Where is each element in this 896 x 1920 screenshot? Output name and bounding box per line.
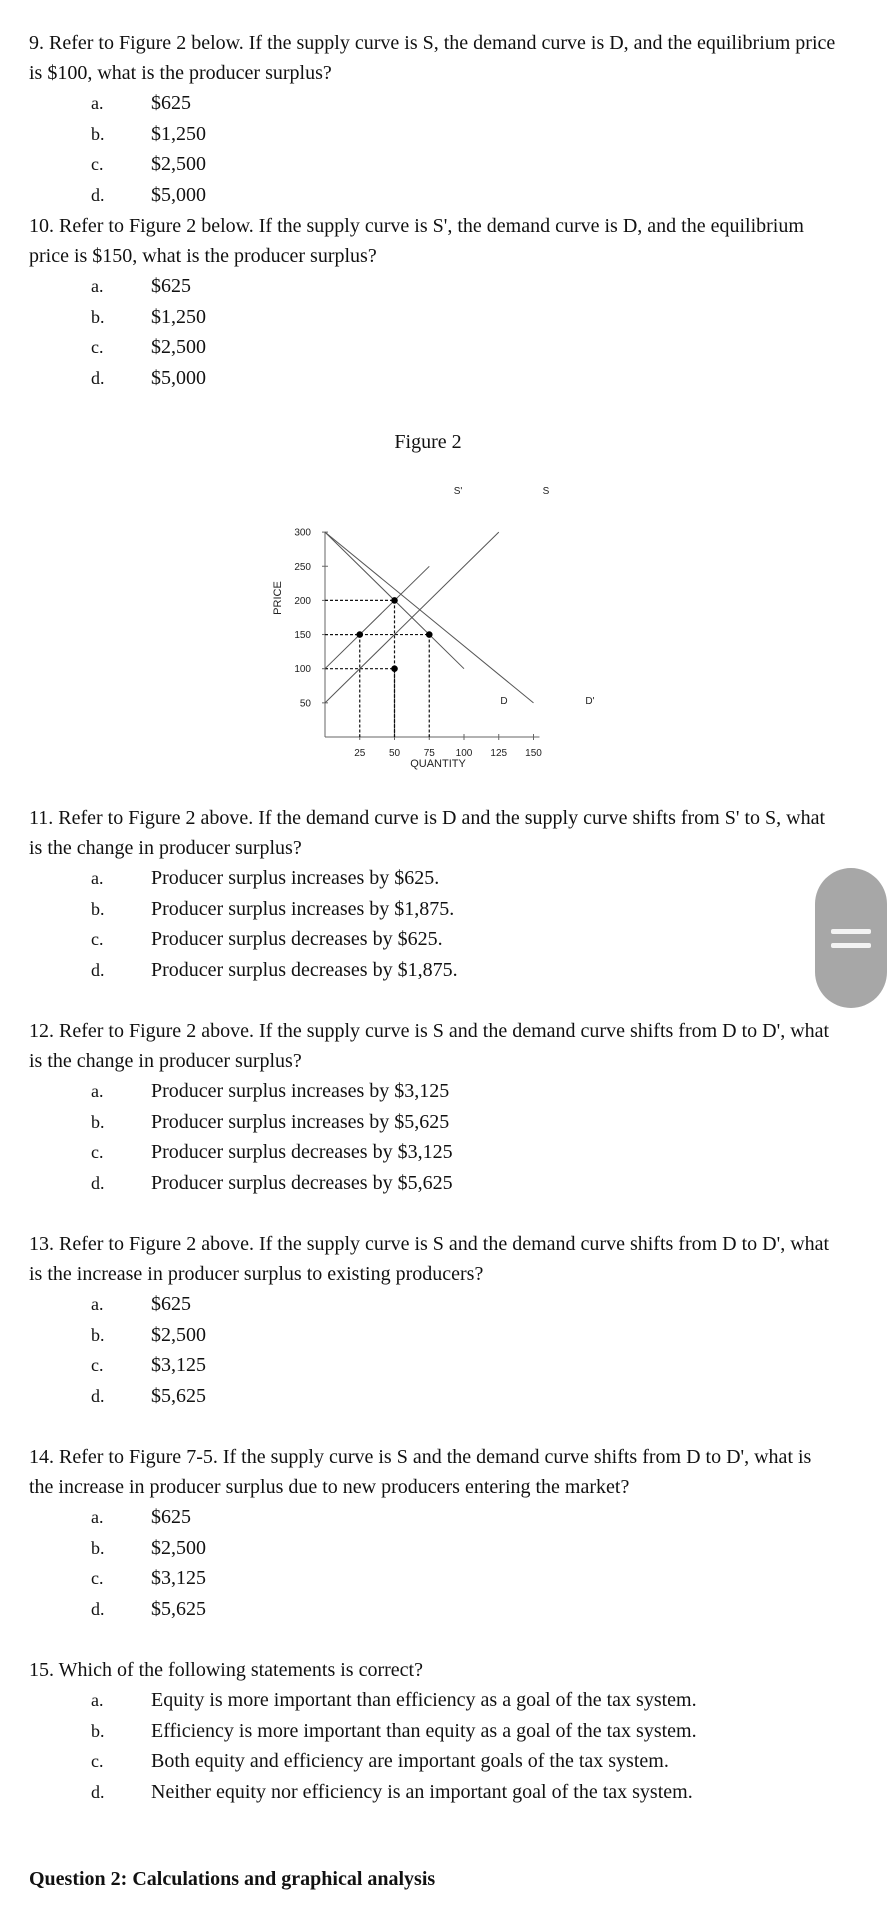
option-a[interactable] <box>29 1685 839 1716</box>
x-tick-label: 75 <box>423 748 435 759</box>
question-10 <box>29 211 839 393</box>
x-tick-label: 125 <box>490 748 508 759</box>
option-letter: d. <box>91 1598 105 1619</box>
option-text: Producer surplus increases by $5,625 <box>151 1110 450 1133</box>
option-letter: c. <box>91 154 104 174</box>
option-letter: c. <box>91 1751 104 1771</box>
option-a[interactable] <box>29 1502 839 1533</box>
grip-line-icon <box>831 943 871 948</box>
option-letter: d. <box>91 1385 105 1406</box>
question-11 <box>29 803 839 985</box>
question-14 <box>29 1442 839 1624</box>
option-letter: c. <box>91 1142 104 1162</box>
option-text: $1,250 <box>151 122 206 145</box>
option-text: $5,000 <box>151 366 206 389</box>
option-b[interactable] <box>29 1107 839 1138</box>
section-heading: Question 2: Calculations and graphical analysis <box>29 1868 436 1890</box>
option-letter: b. <box>91 898 105 919</box>
option-b[interactable] <box>29 119 839 150</box>
option-c[interactable] <box>29 1137 839 1168</box>
option-letter: c. <box>91 929 104 949</box>
option-letter: d. <box>91 1781 105 1802</box>
grip-line-icon <box>831 929 871 934</box>
y-tick-label: 200 <box>294 595 311 607</box>
option-text: $5,625 <box>151 1597 206 1620</box>
x-tick-label: 100 <box>455 748 473 759</box>
x-tick-label: 50 <box>388 748 401 759</box>
equilibrium-point <box>356 631 363 638</box>
scroll-handle[interactable] <box>815 868 887 1008</box>
option-letter: a. <box>91 1690 104 1710</box>
figure-title: Figure 2 <box>394 431 462 453</box>
option-letter: b. <box>91 123 105 144</box>
option-text: $2,500 <box>151 336 206 358</box>
option-d[interactable] <box>29 1168 839 1199</box>
option-letter: c. <box>91 1355 104 1375</box>
curve-s-prime <box>325 566 429 668</box>
question-stem: 14. Refer to Figure 7-5. If the supply curve is S and the demand curve shifts from D to D', what is the increase in producer surplus due to new producers entering the market? <box>29 1446 812 1498</box>
option-text: Producer surplus increases by $1,875. <box>151 897 455 920</box>
option-b[interactable] <box>29 1320 839 1351</box>
x-tick-label: 25 <box>354 748 366 759</box>
option-a[interactable] <box>29 863 839 894</box>
equilibrium-point <box>391 665 398 672</box>
question-9 <box>29 28 839 210</box>
option-letter: b. <box>91 306 105 327</box>
option-d[interactable] <box>29 1594 839 1625</box>
option-c[interactable] <box>29 1563 839 1594</box>
option-b[interactable] <box>29 302 839 333</box>
option-text: $2,500 <box>151 153 206 175</box>
option-letter: a. <box>91 276 104 296</box>
option-d[interactable] <box>29 955 839 986</box>
option-text: Producer surplus increases by $3,125 <box>151 1080 450 1102</box>
option-text: $1,250 <box>151 305 206 328</box>
option-c[interactable] <box>29 1350 839 1381</box>
option-letter: c. <box>91 1568 104 1588</box>
option-b[interactable] <box>29 1716 839 1747</box>
option-text: Equity is more important than efficiency as a goal of the tax system. <box>151 1689 697 1711</box>
chart-tick-labels <box>294 528 542 759</box>
option-letter: b. <box>91 1324 105 1345</box>
option-d[interactable] <box>29 1381 839 1412</box>
option-letter: d. <box>91 959 105 980</box>
question-stem: 15. Which of the following statements is correct? <box>29 1659 423 1681</box>
option-letter: b. <box>91 1720 105 1741</box>
option-d[interactable] <box>29 180 839 211</box>
supply-demand-chart <box>270 422 600 774</box>
option-text: $2,500 <box>151 1323 206 1346</box>
figure-2 <box>270 422 600 774</box>
option-d[interactable] <box>29 363 839 394</box>
x-tick-label: 150 <box>525 748 542 759</box>
y-tick-label: 100 <box>294 664 311 676</box>
option-text: Producer surplus decreases by $3,125 <box>151 1141 453 1163</box>
option-text: Neither equity nor efficiency is an important goal of the tax system. <box>151 1780 693 1803</box>
option-a[interactable] <box>29 88 839 119</box>
option-text: Both equity and efficiency are important goals of the tax system. <box>151 1750 669 1772</box>
equilibrium-point <box>391 597 398 604</box>
question-stem: 9. Refer to Figure 2 below. If the supply curve is S, the demand curve is D, and the equilibrium price is $100, what is the producer surplus? <box>29 32 836 84</box>
x-axis-label: QUANTITY <box>410 758 466 770</box>
option-letter: a. <box>91 93 104 113</box>
question-stem: 13. Refer to Figure 2 above. If the supply curve is S and the demand curve shifts from D to D', what is the increase in producer surplus to existing producers? <box>29 1233 830 1285</box>
equilibrium-point <box>426 631 433 638</box>
curve-label-s: S <box>542 486 550 497</box>
option-text: $625 <box>151 1293 191 1315</box>
curve-label-d: D <box>500 696 508 707</box>
option-text: $5,625 <box>151 1384 206 1407</box>
option-text: $2,500 <box>151 1536 206 1559</box>
question-15 <box>29 1655 839 1807</box>
option-c[interactable] <box>29 1746 839 1777</box>
y-tick-label: 50 <box>299 698 311 710</box>
option-letter: b. <box>91 1111 105 1132</box>
y-axis-label: PRICE <box>272 581 284 615</box>
option-c[interactable] <box>29 924 839 955</box>
curve-label-s-prime: S' <box>453 486 463 497</box>
option-b[interactable] <box>29 894 839 925</box>
option-text: $5,000 <box>151 183 206 206</box>
option-a[interactable] <box>29 1076 839 1107</box>
option-letter: d. <box>91 367 105 388</box>
option-text: $625 <box>151 275 191 297</box>
option-letter: b. <box>91 1537 105 1558</box>
option-text: Producer surplus decreases by $1,875. <box>151 958 458 981</box>
option-c[interactable] <box>29 332 839 363</box>
question-stem: 10. Refer to Figure 2 below. If the supply curve is S', the demand curve is D, and the equilibrium price is $150, what is the producer surplus? <box>29 215 804 267</box>
option-text: $3,125 <box>151 1567 206 1589</box>
option-letter: a. <box>91 1507 104 1527</box>
option-text: $625 <box>151 1506 191 1528</box>
curve-label-d-prime: D' <box>585 696 595 707</box>
option-letter: a. <box>91 1294 104 1314</box>
option-a[interactable] <box>29 271 839 302</box>
option-letter: d. <box>91 184 105 205</box>
option-letter: a. <box>91 868 104 888</box>
option-d[interactable] <box>29 1777 839 1808</box>
y-tick-label: 250 <box>294 561 311 573</box>
option-b[interactable] <box>29 1533 839 1564</box>
y-tick-label: 150 <box>294 630 311 642</box>
option-text: Efficiency is more important than equity as a goal of the tax system. <box>151 1719 697 1742</box>
question-12 <box>29 1016 839 1198</box>
option-text: Producer surplus decreases by $625. <box>151 928 443 950</box>
y-tick-label: 300 <box>294 527 311 539</box>
question-stem: 12. Refer to Figure 2 above. If the supply curve is S and the demand curve shifts from D to D', what is the change in producer surplus? <box>29 1020 830 1072</box>
option-c[interactable] <box>29 149 839 180</box>
question-13 <box>29 1229 839 1411</box>
option-text: Producer surplus increases by $625. <box>151 867 440 889</box>
option-a[interactable] <box>29 1289 839 1320</box>
option-letter: c. <box>91 337 104 357</box>
question-stem: 11. Refer to Figure 2 above. If the demand curve is D and the supply curve shifts from S' to S, what is the change in producer surplus? <box>29 807 826 859</box>
option-text: Producer surplus decreases by $5,625 <box>151 1171 453 1194</box>
option-letter: d. <box>91 1172 105 1193</box>
option-letter: a. <box>91 1081 104 1101</box>
option-text: $625 <box>151 92 191 114</box>
option-text: $3,125 <box>151 1354 206 1376</box>
chart-guides <box>325 600 429 737</box>
